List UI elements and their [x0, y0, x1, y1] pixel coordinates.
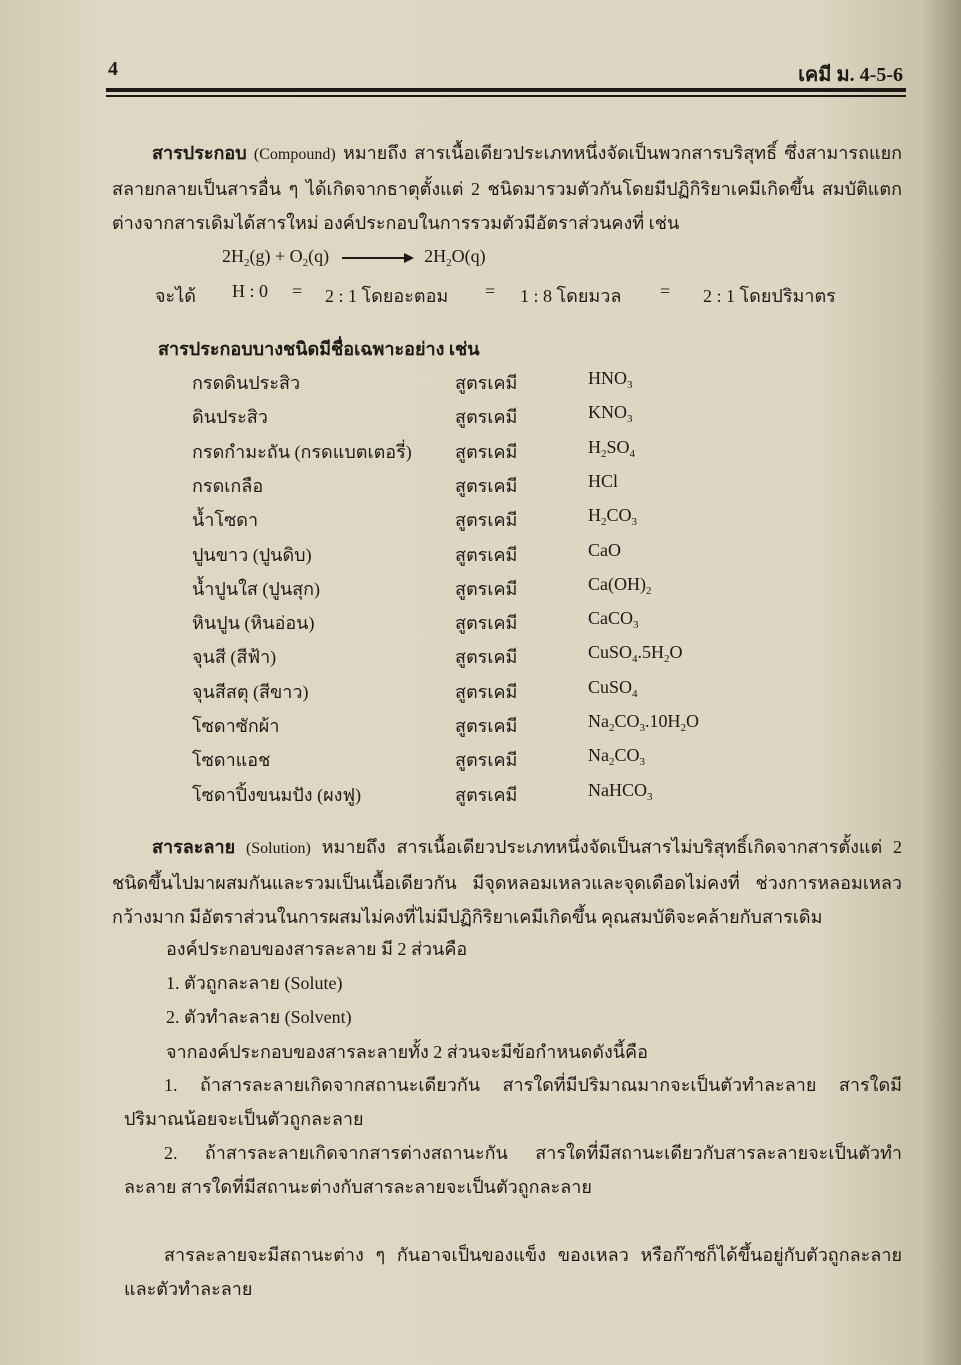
compound-name: กรดดินประสิว [192, 373, 301, 393]
header-rule-thick [106, 88, 906, 92]
formula-label: สูตรเคมี [455, 475, 518, 496]
rules-intro: จากองค์ประกอบของสารละลายทั้ง 2 ส่วนจะมีข้อกำหนดดังนี้คือ [166, 1042, 648, 1062]
compound-term: สารประกอบ [152, 143, 247, 163]
formula-label: สูตรเคมี [455, 544, 518, 565]
chemical-formula: CuSO$_4$ [588, 676, 638, 700]
compound-paragraph [112, 136, 902, 240]
compound-name: กรดเกลือ [192, 475, 264, 496]
chemical-formula: $Ca(OH)_2$ [588, 573, 652, 597]
component-solute: 1. ตัวถูกละลาย (Solute) [166, 973, 343, 993]
chemical-formula: NaHCO$_3$ [588, 779, 653, 803]
compound-name: ปูนขาว (ปูนดิบ) [192, 544, 312, 565]
chemical-formula: $KNO_3$ [588, 402, 633, 426]
compound-name: ดินประสิว [192, 407, 268, 428]
formula-label: สูตรเคมี [455, 784, 518, 805]
formula-label: สูตรเคมี [455, 750, 518, 771]
compound-name: น้ำปูนใส (ปูนสุก) [192, 578, 321, 599]
component-solvent: 2. ตัวทำละลาย (Solvent) [166, 1007, 352, 1027]
formula-label: สูตรเคมี [455, 407, 518, 428]
page-number: 4 [108, 58, 118, 80]
chemical-formula: $Na_2CO_3.10H_2O$ [588, 711, 700, 734]
formula-label: สูตรเคมี [455, 510, 518, 531]
solution-term: สารละลาย [152, 837, 236, 857]
formula-label: สูตรเคมี [455, 716, 518, 736]
chemical-formula: $CuSO_4.5H_2O$ [588, 642, 683, 666]
solution-definition: หมายถึง สารเนื้อเดียวประเภทหนึ่งจัดเป็นสารไม่บริสุทธิ์เกิดจากสารตั้งแต่ 2 ชนิดขึ้นไปมาผสมกันและรวมเป็นเนื้อเดียวกัน มีจุดหลอมเหลวและจุดเดือดไม่คงที่ ช่วงการหลอมเหลวกว้างมาก มีอัตราส่วนในการผสมไม่คงที่ไม่มีปฏิกิริยาเคมีเกิดขึ้น คุณสมบัติจะคล้ายกับสารเดิม [112, 837, 902, 927]
document-page: 4 เคมี ม. 4-5-6 สารประกอบ (Compound) หมายถึง สารเนื้อเดียวประเภทหนึ่งจัดเป็นพวกสารบริสุทธิ์ ซึ่งสามารถแยกสลายกลายเป็นสารอื่น ๆ ได้เกิดจากธาตุตั้งแต่ 2 ชนิดมารวมตัวกันโดยมีปฏิกิริยาเคมีเกิดขึ้น สมบัติแตกต่างจากสารเดิมได้สารใหม่ องค์ประกอบในการรวมตัวมีอัตราส่วนคงที่ เช่น $2H_2(g) + O_2(q)$ $2H_2O(q)$ จะได้ H : 0 = 2 : 1 โดยอะตอม = 1 : 8 โดยมวล = 2 : 1 โดยปริมาตร สารประกอบบางชนิดมีชื่อเฉพาะอย่าง เช่น กรดดินประสิว สูตรเคมี $HNO_3$ ดินประสิว สูตรเคมี $KNO_3$ กรดกำมะถัน (กรดแบตเตอรี่) สูตรเคมี $H_2SO_4$ กรดเกลือ สูตรเคมี HCl น้ำโซดา สูตรเคมี $H_2CO_3$ ปูนขาว (ปูนดิบ) สูตรเคมี CaO น้ำปูนใส (ปูนสุก) สูตรเคมี $Ca(OH)_2$ หินปูน (หินอ่อน) สูตรเคมี CaCO$_3$ จุนสี (สีฟ้า) สูตรเคมี $CuSO_4.5H_2O$ จุนสีสตุ (สีขาว) สูตรเคมี CuSO$_4$ โซดาซักผ้า สูตรเคมี $Na_2CO_3.10H_2O$ โซดาแอช สูตรเคมี $Na_2CO_3$ โซดาปิ้งขนมปัง (ผงฟู) สูตรเคมี NaHCO$_3$ สารละลาย (Solution) หมายถึง สารเนื้อเดียวประเภทหนึ่งจัดเป็นสารไม่บริสุทธิ์เกิดจากสารตั้งแต่ 2 ชนิดขึ้นไปมาผสมกันและรวมเป็นเนื้อเดียวกัน มีจุดหลอมเหลวและจุดเดือดไม่คงที่ ช่วงการหลอมเหลวกว้างมาก มีอัตราส่วนในการผสมไม่คงที่ไม่มีปฏิกิริยาเคมีเกิดขึ้น คุณสมบัติจะคล้ายกับสารเดิม องค์ประกอบของสารละลาย มี 2 ส่วนคือ 1. ตัวถูกละลาย (Solute) 2. ตัวทำละลาย (Solvent) จากองค์ประกอบของสารละลายทั้ง 2 ส่วนจะมีข้อกำหนดดังนี้คือ 1. ถ้าสารละลายเกิดจากสถานะเดียวกัน สารใดที่มีปริมาณมากจะเป็นตัวทำละลาย สารใดมีปริมาณน้อยจะเป็นตัวถูกละลาย 2. ถ้าสารละลายเกิดจากสารต่างสถานะกัน สารใดที่มีสถานะเดียวกับสารละลายจะเป็นตัวทำละลาย สารใดที่มีสถานะต่างกับสารละลายจะเป็นตัวถูกละลาย สารละลายจะมีสถานะต่าง ๆ กันอาจเป็นของแข็ง ของเหลว หรือก๊าซก็ได้ขึ้นอยู่กับตัวถูกละลายและตัวทำละลาย [0, 0, 961, 1365]
chemical-formula: HCl [588, 470, 619, 491]
chemical-equation: $2H_2(g) + O_2(q)$ $2H_2O(q)$ [222, 246, 486, 269]
compound-name: จุนสี (สีฟ้า) [192, 647, 277, 668]
compound-name: โซดาแอช [192, 750, 271, 771]
formula-label: สูตรเคมี [455, 373, 518, 393]
compound-term-en: (Compound) [253, 146, 336, 163]
chemical-formula: CaO [588, 539, 621, 560]
chemical-formula: $Na_2CO_3$ [588, 745, 646, 769]
running-title: เคมี ม. 4-5-6 [798, 64, 903, 86]
special-names-heading: สารประกอบบางชนิดมีชื่อเฉพาะอย่าง เช่น [158, 339, 480, 359]
formula-label: สูตรเคมี [455, 613, 518, 634]
compound-name: หินปูน (หินอ่อน) [192, 613, 315, 634]
compound-name: กรดกำมะถัน (กรดแบตเตอรี่) [192, 441, 412, 462]
formula-label: สูตรเคมี [455, 647, 518, 668]
components-intro: องค์ประกอบของสารละลาย มี 2 ส่วนคือ [166, 939, 468, 959]
closing-paragraph: สารละลายจะมีสถานะต่าง ๆ กันอาจเป็นของแข็ง ของเหลว หรือก๊าซก็ได้ขึ้นอยู่กับตัวถูกละลายและตัวทำละลาย [124, 1245, 902, 1299]
header-rule-thin [106, 95, 906, 97]
chemical-formula: $H_2SO_4$ [588, 436, 636, 460]
chemical-formula: $HNO_3$ [588, 368, 633, 391]
compound-name: น้ำโซดา [192, 510, 259, 531]
formula-label: สูตรเคมี [455, 681, 518, 702]
reaction-arrow-icon [342, 257, 412, 259]
formula-label: สูตรเคมี [455, 578, 518, 599]
rule-1: 1. ถ้าสารละลายเกิดจากสถานะเดียวกัน สารใดที่มีปริมาณมากจะเป็นตัวทำละลาย สารใดมีปริมาณน้อยจะเป็นตัวถูกละลาย [124, 1075, 902, 1129]
compound-name: โซดาซักผ้า [192, 716, 280, 736]
formula-label: สูตรเคมี [455, 441, 518, 462]
compound-definition: หมายถึง สารเนื้อเดียวประเภทหนึ่งจัดเป็นพวกสารบริสุทธิ์ ซึ่งสามารถแยกสลายกลายเป็นสารอื่น ๆ ได้เกิดจากธาตุตั้งแต่ 2 ชนิดมารวมตัวกันโดยมีปฏิกิริยาเคมีเกิดขึ้น สมบัติแตกต่างจากสารเดิมได้สารใหม่ องค์ประกอบในการรวมตัวมีอัตราส่วนคงที่ เช่น [112, 143, 903, 233]
compound-name: จุนสีสตุ (สีขาว) [192, 681, 309, 702]
chemical-formula: $H_2CO_3$ [588, 505, 638, 529]
solution-paragraph [112, 830, 902, 934]
compound-name: โซดาปิ้งขนมปัง (ผงฟู) [192, 784, 362, 805]
chemical-formula: CaCO$_3$ [588, 608, 639, 632]
rule-2: 2. ถ้าสารละลายเกิดจากสารต่างสถานะกัน สารใดที่มีสถานะเดียวกับสารละลายจะเป็นตัวทำละลาย สารใดที่มีสถานะต่างกับสารละลายจะเป็นตัวถูกละลาย [124, 1143, 902, 1197]
solution-term-en: (Solution) [245, 840, 311, 857]
